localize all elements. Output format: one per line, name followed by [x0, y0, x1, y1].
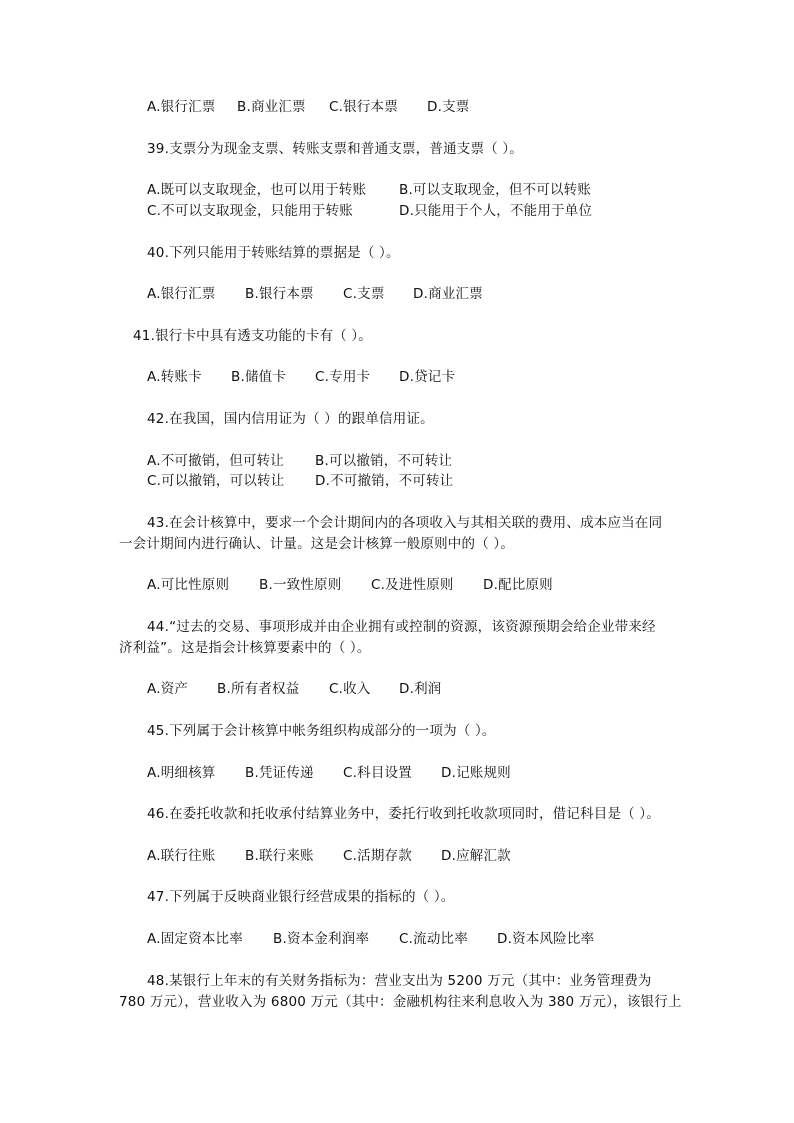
q40-option-a: A.银行汇票 — [147, 286, 216, 302]
q46-option-c: C.活期存款 — [343, 848, 412, 864]
q47-option-a: A.固定资本比率 — [147, 931, 243, 947]
q45-option-c: C.科目设置 — [343, 765, 412, 781]
q40-option-d: D.商业汇票 — [413, 286, 483, 302]
q42-stem: 42.在我国，国内信用证为（ ）的跟单信用证。 — [147, 411, 434, 427]
q41-option-b: B.储值卡 — [231, 369, 287, 385]
q42-option-d: D.不可撤销，不可转让 — [315, 473, 454, 489]
q38-option-a: A.银行汇票 — [147, 99, 216, 115]
q45-option-a: A.明细核算 — [147, 765, 216, 781]
q47-option-c: C.流动比率 — [399, 931, 468, 947]
q47-option-b: B.资本金利润率 — [273, 931, 370, 947]
q39-option-c: C.不可以支取现金，只能用于转账 — [147, 203, 353, 219]
q44-stem-line2: 济利益”。这是指会计核算要素中的（ ）。 — [119, 640, 371, 656]
q44-option-a: A.资产 — [147, 681, 189, 697]
q46-option-a: A.联行往账 — [147, 848, 216, 864]
q44-option-c: C.收入 — [329, 681, 371, 697]
q45-option-b: B.凭证传递 — [245, 765, 314, 781]
q39-stem: 39.支票分为现金支票、转账支票和普通支票，普通支票（ ）。 — [147, 141, 524, 157]
q48-stem-line2: 780 万元），营业收入为 6800 万元（其中：金融机构往来利息收入为 380 万元），该银行上 — [119, 994, 682, 1010]
q42-option-c: C.可以撤销，可以转让 — [147, 473, 285, 489]
q44-option-d: D.利润 — [399, 681, 442, 697]
q40-option-c: C.支票 — [343, 286, 385, 302]
q46-option-b: B.联行来账 — [245, 848, 314, 864]
q44-stem-line1: 44.“过去的交易、事项形成并由企业拥有或控制的资源，该资源预期会给企业带来经 — [147, 619, 656, 635]
q47-option-d: D.资本风险比率 — [497, 931, 595, 947]
q45-option-d: D.记账规则 — [441, 765, 511, 781]
q43-option-d: D.配比原则 — [483, 577, 553, 593]
q38-option-d: D.支票 — [427, 99, 470, 115]
q40-option-b: B.银行本票 — [245, 286, 314, 302]
q39-option-b: B.可以支取现金，但不可以转账 — [399, 182, 592, 198]
q43-option-b: B.一致性原则 — [259, 577, 342, 593]
q47-stem: 47.下列属于反映商业银行经营成果的指标的（ ）。 — [147, 889, 455, 905]
q39-option-a: A.既可以支取现金，也可以用于转账 — [147, 182, 367, 198]
q42-option-b: B.可以撤销，不可转让 — [315, 453, 453, 469]
q43-stem-line2: 一会计期间内进行确认、计量。这是会计核算一般原则中的（ ）。 — [119, 536, 515, 552]
q46-stem: 46.在委托收款和托收承付结算业务中，委托行收到托收款项同时，借记科目是（ ）。 — [147, 806, 661, 822]
q41-stem: 41.银行卡中具有透支功能的卡有（ ）。 — [133, 328, 373, 344]
q43-stem-line1: 43.在会计核算中，要求一个会计期间内的各项收入与其相关联的费用、成本应当在同 — [147, 515, 663, 531]
q43-option-a: A.可比性原则 — [147, 577, 230, 593]
q41-option-a: A.转账卡 — [147, 369, 202, 385]
q43-option-c: C.及进性原则 — [371, 577, 454, 593]
q44-option-b: B.所有者权益 — [217, 681, 300, 697]
q39-option-d: D.只能用于个人，不能用于单位 — [399, 203, 593, 219]
q48-stem-line1: 48.某银行上年末的有关财务指标为：营业支出为 5200 万元（其中：业务管理费为 — [147, 973, 652, 989]
q46-option-d: D.应解汇款 — [441, 848, 511, 864]
q41-option-d: D.贷记卡 — [399, 369, 456, 385]
q41-option-c: C.专用卡 — [315, 369, 371, 385]
q40-stem: 40.下列只能用于转账结算的票据是（ ）。 — [147, 245, 400, 261]
q45-stem: 45.下列属于会计核算中帐务组织构成部分的一项为（ ）。 — [147, 723, 496, 739]
q38-option-c: C.银行本票 — [329, 99, 398, 115]
q42-option-a: A.不可撤销，但可转让 — [147, 453, 284, 469]
q38-option-b: B.商业汇票 — [237, 99, 306, 115]
